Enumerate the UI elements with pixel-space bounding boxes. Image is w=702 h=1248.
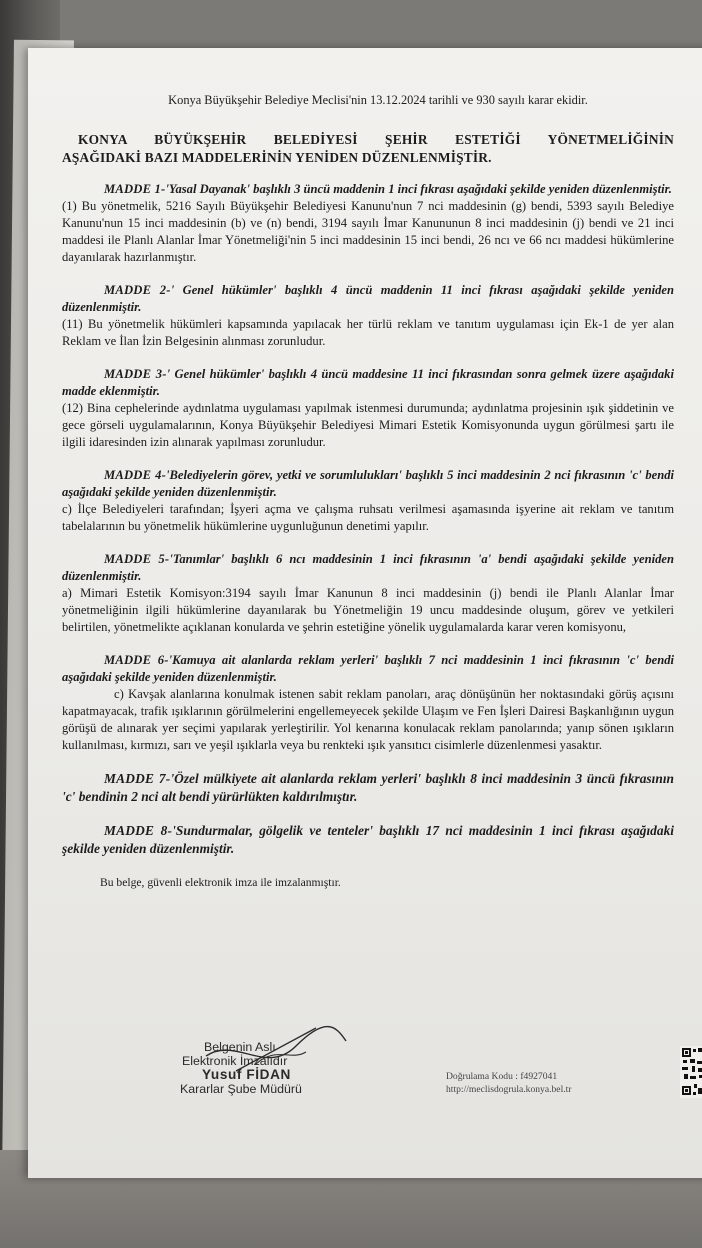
article-title: 'Yasal Dayanak' <box>165 182 250 196</box>
article-heading <box>62 822 674 858</box>
title-line-1: KONYA BÜYÜKŞEHİR BELEDİYESİ ŞEHİR ESTETİĞİ YÖNETMELİĞİNİN <box>78 132 674 147</box>
article-title: 'Sundurmalar, gölgelik ve tenteler' <box>172 823 373 838</box>
article-body: (12) Bina cephelerinde aydınlatma uygulaması yapılmak istenmesi durumunda; aydınlatma projesinin ışık şiddetinin ve gece görseli uygulamalarının, Konya Büyükşehir Belediyesi Mimari Estetik Komisyonunda uygun görülmesi şartı ile ilgili idaresinden izin alınarak yapılması zorunludur. <box>62 401 674 449</box>
qr-code-icon <box>680 1046 702 1098</box>
article-number: MADDE 6- <box>104 653 169 667</box>
article-1 <box>62 181 674 266</box>
article-heading-text: başlıklı 8 inci maddesinin 3 üncü fıkrasının 'c' bendinin 2 nci alt bendi yürürlükten kaldırılmıştır. <box>62 771 674 804</box>
article-number: MADDE 4- <box>104 468 167 482</box>
article-7 <box>62 770 674 806</box>
signatory-role: Kararlar Şube Müdürü <box>180 1082 302 1096</box>
article-8 <box>62 822 674 858</box>
article-title: 'Tanımlar' <box>169 552 225 566</box>
article-heading <box>62 181 674 198</box>
article-4 <box>62 467 674 535</box>
verification-code: Doğrulama Kodu : f4927041 <box>446 1071 558 1082</box>
article-3 <box>62 366 674 451</box>
article-title: ' Genel hükümler' <box>170 283 277 297</box>
signatory-name: Yusuf FİDAN <box>202 1067 291 1082</box>
verification-url[interactable]: http://meclisdogrula.konya.bel.tr <box>446 1084 572 1095</box>
verification-block <box>446 1070 572 1096</box>
signature-line-esigned: Elektronik İmzalıdır <box>182 1054 288 1068</box>
article-heading <box>62 282 674 316</box>
article-body: (11) Bu yönetmelik hükümleri kapsamında yapılacak her türlü reklam ve tanıtım uygulaması için Ek-1 de yer alan Reklam ve İlan İzin Belgesinin alınması zorunludur. <box>62 317 674 348</box>
article-body: c) Kavşak alanlarına konulmak istenen sabit reklam panoları, araç dönüşünün her noktasındaki görüş açısını kapatmayacak, trafik ışıklarının görülmelerini engellemeyecek şekilde Ulaşım ve Fen İşleri Dairesi Başkanlığının uygun görüşü de alınarak yer seçimi yapılarak yerleştirilir. Yol kenarına konulacak reklam panolarında; yanıp sönen ışıkların kullanılması, kırmızı, sarı ve yeşil ışıklarla veya bu renkteki ışık yansıtıcı cisimlerle düzenlenmesi yasaktır. <box>62 687 674 752</box>
article-heading-text: başlıklı 7 nci maddesinin 1 inci fıkrasının 'c' bendi aşağıdaki şekilde yeniden düzenlenmiştir. <box>62 653 675 684</box>
article-2 <box>62 282 674 350</box>
council-reference: Konya Büyükşehir Belediye Meclisi'nin 13.12.2024 tarihli ve 930 sayılı karar ekidir. <box>168 93 588 107</box>
article-heading-text: başlıklı 17 nci maddesinin 1 inci fıkrası aşağıdaki şekilde yeniden düzenlenmiştir. <box>62 823 674 856</box>
article-heading <box>62 467 674 501</box>
document-content <box>62 92 674 903</box>
article-number: MADDE 8- <box>104 823 173 838</box>
article-heading <box>62 551 674 585</box>
esign-note: Bu belge, güvenli elektronik imza ile imzalanmıştır. <box>100 876 341 889</box>
article-heading-text: başlıklı 6 ncı maddesinin 1 inci fıkrasının 'a' bendi aşağıdaki şekilde yeniden düzenlenmiştir. <box>62 552 674 583</box>
title-line-2: AŞAĞIDAKİ BAZI MADDELERİNİN YENİDEN DÜZENLENMİŞTİR. <box>62 150 492 165</box>
article-body: c) İlçe Belediyeleri tarafından; İşyeri açma ve çalışma ruhsatı verilmesi aşamasında işyerine ait reklam ve tanıtım tabelalarının bu yönetmelik hükümlerine uygunluğunun denetimi yapılır. <box>62 502 674 533</box>
article-heading <box>62 652 674 686</box>
signature-line-original: Belgenin Aslı <box>204 1040 276 1054</box>
article-number: MADDE 7- <box>104 771 171 786</box>
article-heading <box>62 366 674 400</box>
article-heading <box>62 770 674 806</box>
document-title <box>62 131 674 167</box>
article-6 <box>62 652 674 754</box>
article-heading-text: başlıklı 5 inci maddesinin 2 nci fıkrasının 'c' bendi aşağıdaki şekilde yeniden düzenlenmiştir. <box>62 468 675 499</box>
article-body: (1) Bu yönetmelik, 5216 Sayılı Büyükşehir Belediyesi Kanunu'nun 7 nci maddesinin (g) bendi, 5393 sayılı Belediye Kanunu'nun 15 inci maddesinin (b) ve (n) bendi, 3194 sayılı İmar Kanununun 8 inci maddesinin (j) bendi ve 21 inci maddesi ile Planlı Alanlar İmar Yönetmeliği'nin 5 inci maddesinin 15 inci bendi, 26 ncı ve 66 ncı maddesi hükümlerine dayanılarak hazırlanmıştır. <box>62 199 674 264</box>
article-number: MADDE 1- <box>104 182 166 196</box>
article-title: 'Kamuya ait alanlarda reklam yerleri' <box>168 653 379 667</box>
article-title: ' Genel hükümler' <box>166 367 265 381</box>
article-heading-text: başlıklı 4 üncü maddesine 11 inci fıkrasından sonra gelmek üzere aşağıdaki madde eklenmiştir. <box>62 367 674 398</box>
article-number: MADDE 2- <box>104 283 171 297</box>
article-title: 'Özel mülkiyete ait alanlarda reklam yerleri' <box>170 771 421 786</box>
article-number: MADDE 5- <box>104 552 170 566</box>
article-5 <box>62 551 674 636</box>
article-heading-text: başlıklı 4 üncü maddenin 11 inci fıkrası aşağıdaki şekilde yeniden düzenlenmiştir. <box>62 283 674 314</box>
article-number: MADDE 3- <box>104 367 167 381</box>
article-title: 'Belediyelerin görev, yetki ve sorumlulukları' <box>166 468 402 482</box>
signature-block <box>180 1040 350 1096</box>
article-heading-text: başlıklı 3 üncü maddenin 1 inci fıkrası aşağıdaki şekilde yeniden düzenlenmiştir. <box>250 182 672 196</box>
article-body: a) Mimari Estetik Komisyon:3194 sayılı İmar Kanunun 8 inci maddesinin (j) bendi ile Planlı Alanlar İmar yönetmeliğinin ilgili hükümlerine dayanılarak bu Yönetmeliğin 19 uncu maddesinde oluşum, görev ve yetkileri belirtilen, yönetmelikte açıklanan konularda ve şehrin estetiğine yönelik uygulamalarda karar veren komisyonu, <box>62 586 674 634</box>
